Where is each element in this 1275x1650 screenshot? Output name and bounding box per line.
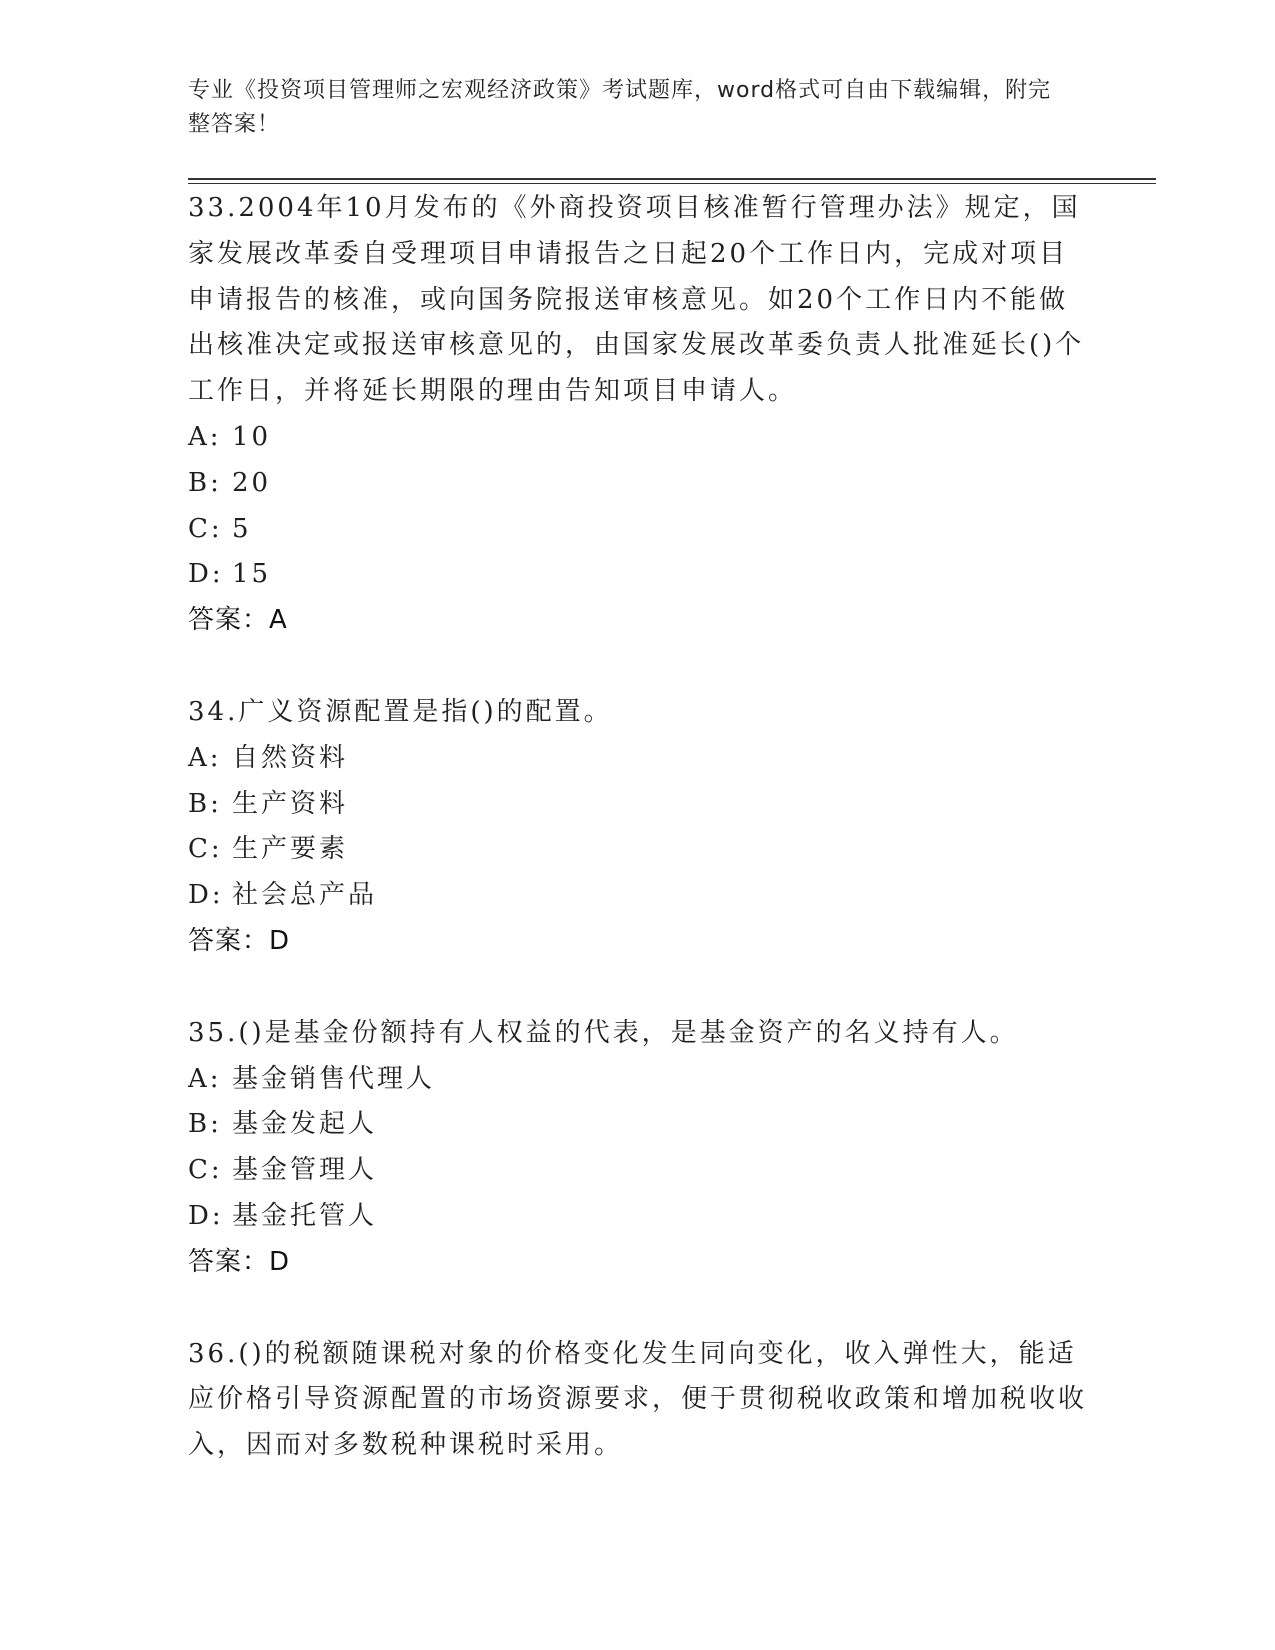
option-value: 基金托管人 [232, 1200, 378, 1231]
option-key: C: [188, 513, 223, 544]
option-value: 生产资料 [232, 788, 349, 819]
option-value: 自然资料 [232, 742, 349, 773]
answer-line: 答案：D [188, 925, 291, 956]
option-value: 5 [232, 513, 252, 544]
option-key: A: [188, 742, 222, 773]
option-value: 社会总产品 [232, 880, 378, 911]
option-d [188, 552, 1088, 598]
question-gap [188, 644, 1088, 690]
option-key: B: [188, 1109, 222, 1140]
question-gap [188, 965, 1088, 1011]
question-36 [188, 1332, 1088, 1469]
option-value: 10 [232, 421, 272, 452]
option-value: 基金管理人 [232, 1155, 378, 1186]
option-d [188, 873, 1088, 919]
option-a [188, 415, 1088, 461]
answer-line: 答案：D [188, 1246, 291, 1277]
question-33 [188, 186, 1088, 644]
option-key: A: [188, 1063, 222, 1094]
option-value: 基金发起人 [232, 1109, 378, 1140]
option-value: 生产要素 [232, 834, 349, 865]
option-key: A: [188, 421, 222, 452]
header-divider [188, 178, 1156, 180]
question-text: 34.广义资源配置是指()的配置。 [188, 696, 613, 727]
question-35 [188, 1011, 1088, 1286]
option-b [188, 461, 1088, 507]
option-key: D: [188, 1200, 224, 1231]
option-key: D: [188, 559, 224, 590]
option-value: 基金销售代理人 [232, 1063, 436, 1094]
option-d [188, 1194, 1088, 1240]
option-key: D: [188, 880, 224, 911]
question-text: 36.()的税额随课税对象的价格变化发生同向变化，收入弹性大，能适应价格引导资源配置的市场资源要求，便于贯彻税收政策和增加税收收入，因而对多数税种课税时采用。 [188, 1338, 1088, 1461]
option-key: B: [188, 467, 222, 498]
option-c [188, 507, 1088, 553]
option-b [188, 1102, 1088, 1148]
option-b [188, 782, 1088, 828]
question-gap [188, 1286, 1088, 1332]
option-key: B: [188, 788, 222, 819]
option-a [188, 1057, 1088, 1103]
option-value: 15 [232, 559, 272, 590]
option-a [188, 736, 1088, 782]
question-text: 33.2004年10月发布的《外商投资项目核准暂行管理办法》规定，国家发展改革委自受理项目申请报告之日起20个工作日内，完成对项目申请报告的核准，或向国务院报送审核意见。如20个工作日内不能做出核准决定或报送审核意见的，由国家发展改革委负责人批准延长()个工作日，并将延长期限的理由告知项目申请人。 [188, 193, 1085, 407]
header-divider-thin [188, 183, 1156, 184]
answer-line: 答案：A [188, 605, 288, 636]
question-text: 35.()是基金份额持有人权益的代表，是基金资产的名义持有人。 [188, 1017, 1019, 1048]
option-key: C: [188, 1155, 223, 1186]
option-c [188, 827, 1088, 873]
option-c [188, 1148, 1088, 1194]
page-header: 专业《投资项目管理师之宏观经济政策》考试题库，word格式可自由下载编辑，附完整答案！ [188, 78, 1052, 137]
question-list [188, 186, 1088, 1469]
question-34 [188, 690, 1088, 965]
option-key: C: [188, 834, 223, 865]
option-value: 20 [232, 467, 272, 498]
